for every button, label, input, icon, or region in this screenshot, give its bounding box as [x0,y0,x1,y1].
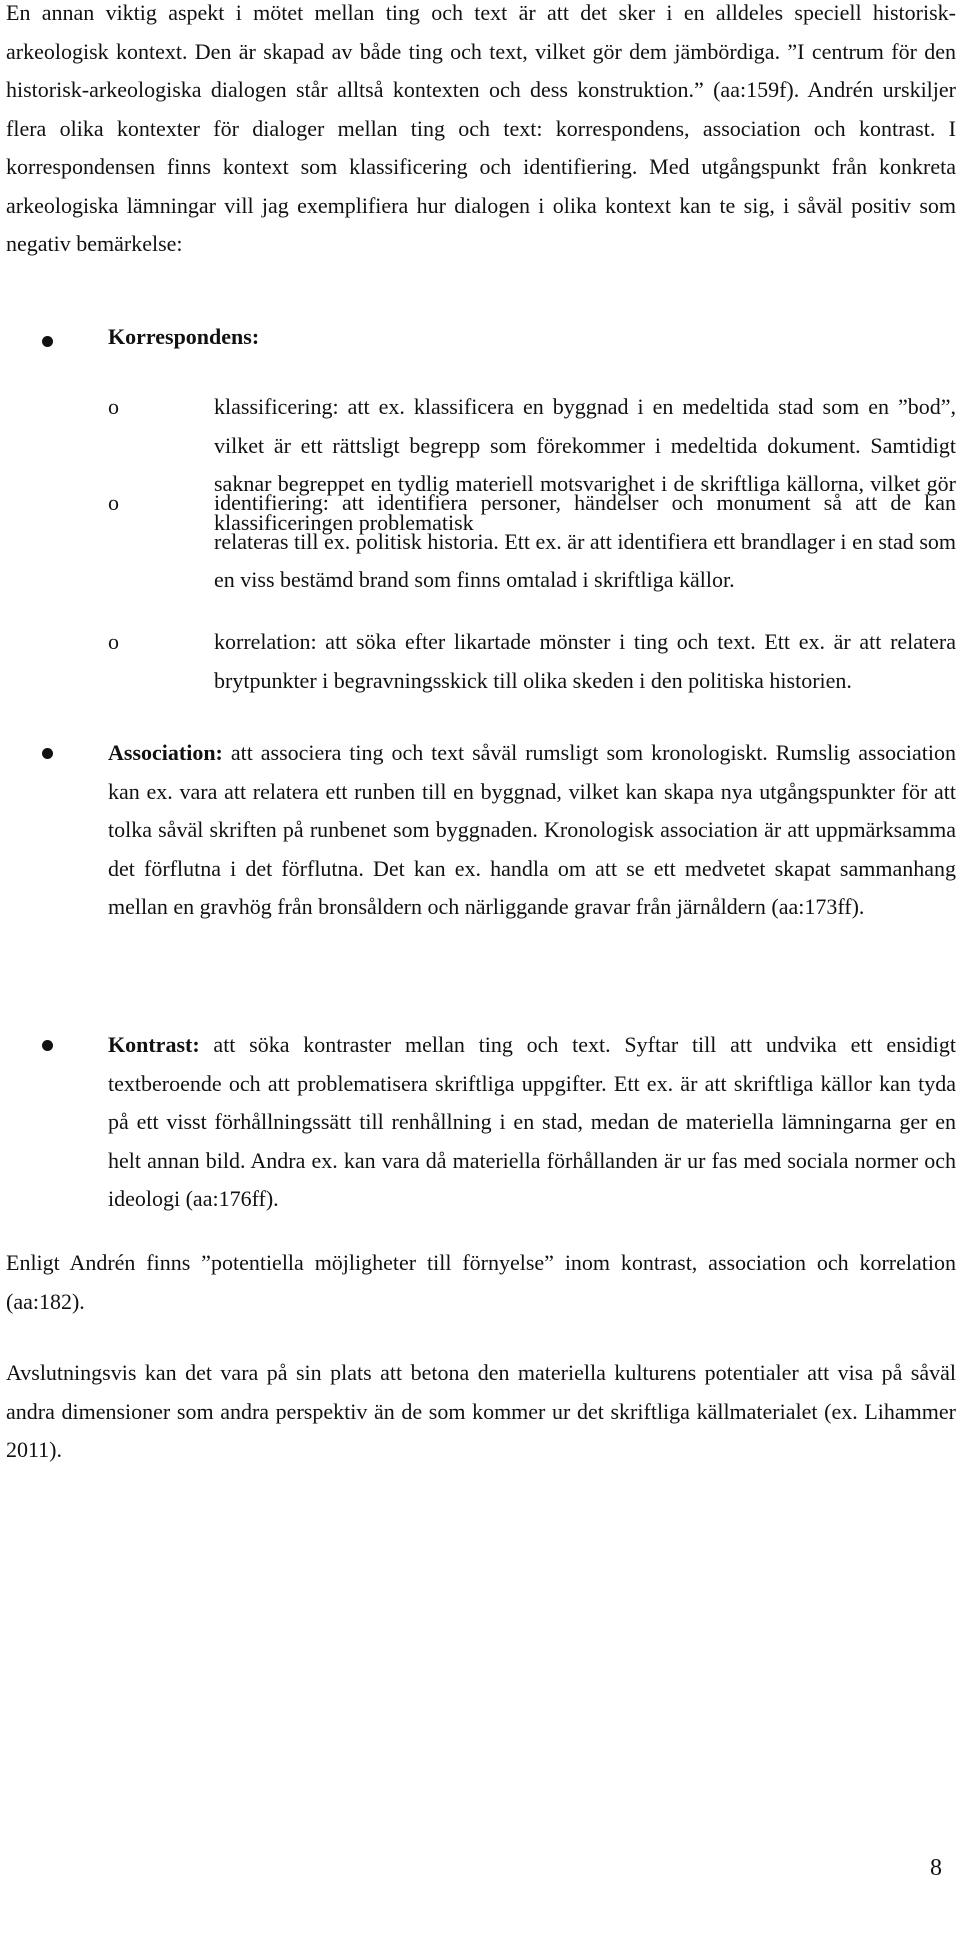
bullet-dot-icon [42,336,53,347]
sub-item-korrelation: korrelation: att söka efter likartade mönster i ting och text. Ett ex. är att relatera brytpunkter i begravningsskick till olika skeden i den politiska historien. [214,629,956,693]
sub-bullet-marker: o [108,629,119,654]
paragraph-forn-yelse: Enligt Andrén finns ”potentiella möjligheter till förnyelse” inom kontrast, association och korrelation (aa:182). [6,1250,956,1314]
intro-paragraph: En annan viktig aspekt i mötet mellan ting och text är att det sker i en alldeles speciell historisk- arkeologisk kontext. Den är skapad av både ting och text, vilket gör dem jämbördiga. ”I centrum för den historisk-arkeologiska dialogen står alltså kontexten och dess konstruktion.” (aa:159f). Andrén urskiljer flera olika kontexter för dialoger mellan ting och text: korrespondens, association och kontrast. I korrespondensen finns kontext som klassificering och identifiering. Med utgångspunkt från konkreta arkeologiska lämningar vill jag exemplifiera hur dialogen i olika kontext kan te sig, i såväl positiv som negativ bemärkelse: [6,0,956,256]
paragraph-avslutning: Avslutningsvis kan det vara på sin plats att betona den materiella kulturens potentialer att visa på såväl andra dimensioner som andra perspektiv än de som kommer ur det skriftliga källmaterialet (ex. Lihammer 2011). [6,1360,956,1462]
bullet-dot-icon [42,1040,53,1051]
kontrast-heading: Kontrast: [108,1032,200,1057]
sub-bullet-marker: o [108,490,119,515]
sub-item-identifiering: identifiering: att identifiera personer, händelser och monument så att de kan relateras till ex. politisk historia. Ett ex. är att identifiera ett brandlager i en stad som en viss bestämd brand som finns omtalad i skriftliga källor. [214,490,956,592]
sub-bullet-marker: o [108,394,119,419]
kontrast-text: att söka kontraster mellan ting och text. Syftar till att undvika ett ensidigt textberoende och att problematisera skriftliga uppgifter. Ett ex. är att skriftliga källor kan tyda på ett visst förhållningssätt till renhållning i en stad, medan de materiella lämningarna ger en helt annan bild. Andra ex. kan vara då materiella förhållanden är ur fas med sociala normer och ideologi (aa:176ff). [108,1032,956,1211]
association-heading: Association: [108,740,223,765]
association-text: att associera ting och text såväl rumsligt som kronologiskt. Rumslig association kan ex. vara att relatera ett runben till en byggnad, vilket kan skapa nya utgångspunkter för att tolka såväl skriften på runbenet som byggnaden. Kronologisk association är att uppmärksamma det förflutna i det förflutna. Det kan ex. handla om att se ett medvetet skapat sammanhang mellan en gravhög från bronsåldern och närliggande gravar från järnåldern (aa:173ff). [108,740,956,919]
korrespondens-heading: Korrespondens: [108,324,260,349]
page-number: 8 [930,1855,942,1881]
sub-item-klassificering: klassificering: att ex. klassificera en byggnad i en medeltida stad som en ”bod”, vilket är ett rättsligt begrepp som förekommer i medeltida dokument. Samtidigt saknar begreppet en tydlig materiell motsvarighet i de skriftliga källorna, vilket gör klassificeringen problematisk [214,394,956,535]
bullet-dot-icon [42,748,53,759]
